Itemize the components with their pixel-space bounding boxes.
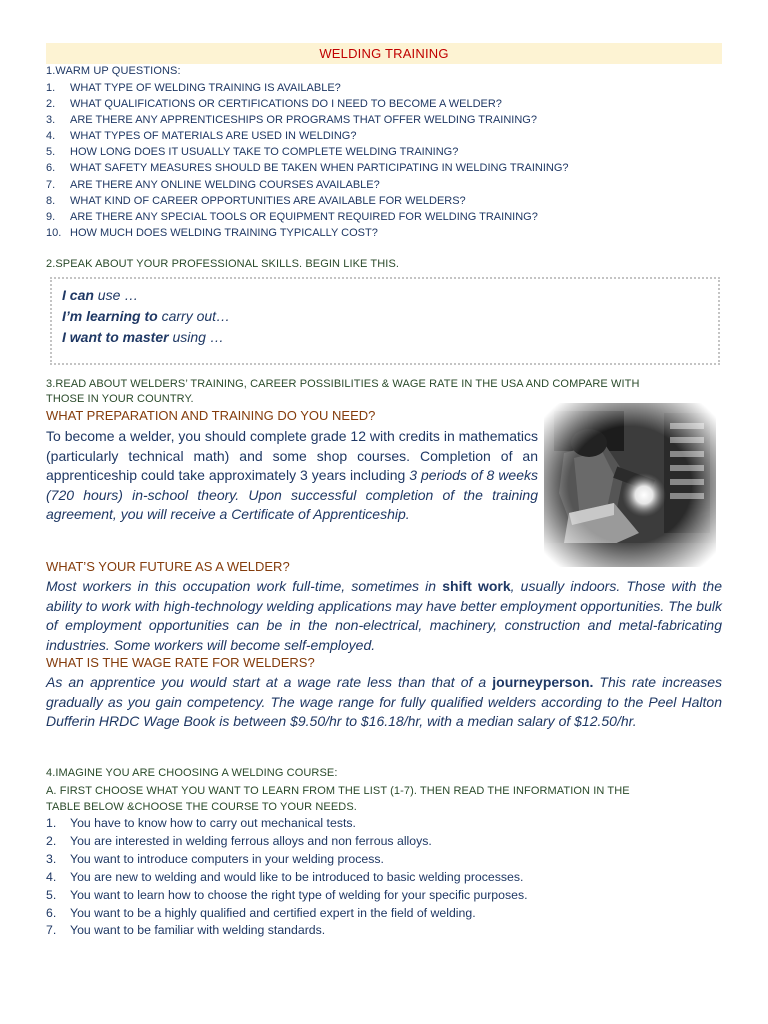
question-item: [46, 177, 726, 193]
warmup-question-list: [46, 80, 726, 241]
question-item: [46, 80, 726, 96]
item-number: 3.: [46, 851, 57, 866]
question-number: 7.: [46, 178, 56, 191]
section3-heading: 3.READ ABOUT WELDERS’ TRAINING, CAREER POSSIBILITIES & WAGE RATE IN THE USA AND COMPARE WITH THOSE IN YOUR COUNTRY.: [46, 378, 640, 405]
question-number: 5.: [46, 146, 56, 159]
course-need-item: [46, 833, 528, 851]
course-need-item: [46, 869, 528, 887]
question-text: ARE THERE ANY ONLINE WELDING COURSES AVAILABLE?: [70, 178, 380, 191]
question-text: WHAT KIND OF CAREER OPPORTUNITIES ARE AVAILABLE FOR WELDERS?: [70, 194, 466, 207]
starter-line: I can use …: [62, 287, 139, 303]
question-item: [46, 225, 726, 241]
question-number: 3.: [46, 114, 56, 127]
item-text: You are interested in welding ferrous alloys and non ferrous alloys.: [70, 833, 432, 848]
question-text: ARE THERE ANY APPRENTICESHIPS OR PROGRAMS THAT OFFER WELDING TRAINING?: [70, 114, 537, 127]
wage-paragraph: As an apprentice you would start at a wage rate less than that of a journeyperson. This rate increases gradually as you gain competency. The wage range for fully qualified welders according to the Peel Halton Dufferin HRDC Wage Book is between $9.50/hr to $16.18/hr, with a median salary of $12.50/hr.: [46, 674, 722, 729]
item-text: You want to learn how to choose the right type of welding for your specific purposes.: [70, 887, 528, 902]
question-item: [46, 144, 726, 160]
question-item: [46, 160, 726, 176]
question-item: [46, 128, 726, 144]
question-number: 2.: [46, 98, 56, 111]
course-need-item: [46, 815, 528, 833]
question-number: 6.: [46, 162, 56, 175]
item-number: 1.: [46, 816, 57, 830]
question-number: 9.: [46, 210, 56, 223]
question-number: 8.: [46, 194, 56, 207]
question-text: WHAT TYPES OF MATERIALS ARE USED IN WELDING?: [70, 130, 357, 143]
starter-line: I’m learning to carry out…: [62, 308, 231, 324]
question-text: WHAT TYPE OF WELDING TRAINING IS AVAILABLE?: [70, 82, 341, 94]
course-need-item: [46, 905, 528, 923]
course-need-item: [46, 887, 528, 905]
question-item: [46, 193, 726, 209]
item-number: 7.: [46, 923, 57, 938]
wage-heading: WHAT IS THE WAGE RATE FOR WELDERS?: [46, 655, 315, 670]
question-number: 1.: [46, 82, 56, 94]
item-number: 5.: [46, 887, 57, 902]
question-number: 4.: [46, 130, 56, 143]
question-text: HOW LONG DOES IT USUALLY TAKE TO COMPLETE WELDING TRAINING?: [70, 146, 459, 159]
item-text: You are new to welding and would like to be introduced to basic welding processes.: [70, 869, 524, 884]
section4-heading: 4.IMAGINE YOU ARE CHOOSING A WELDING COURSE:: [46, 767, 338, 779]
question-item: [46, 112, 726, 128]
section1-heading: 1.WARM UP QUESTIONS:: [46, 65, 181, 77]
item-text: You want to introduce computers in your welding process.: [70, 851, 384, 866]
future-heading: WHAT’S YOUR FUTURE AS A WELDER?: [46, 559, 290, 574]
section2-heading: 2.SPEAK ABOUT YOUR PROFESSIONAL SKILLS. BEGIN LIKE THIS.: [46, 258, 400, 270]
question-text: WHAT SAFETY MEASURES SHOULD BE TAKEN WHEN PARTICIPATING IN WELDING TRAINING?: [70, 162, 569, 175]
question-text: WHAT QUALIFICATIONS OR CERTIFICATIONS DO I NEED TO BECOME A WELDER?: [70, 98, 502, 111]
page-title: WELDING TRAINING: [46, 43, 722, 64]
item-text: You want to be a highly qualified and certified expert in the field of welding.: [70, 905, 476, 920]
prep-heading: WHAT PREPARATION AND TRAINING DO YOU NEED?: [46, 408, 376, 423]
sentence-starters-box: [50, 277, 720, 365]
item-text: You want to be familiar with welding standards.: [70, 923, 326, 938]
item-number: 2.: [46, 833, 57, 848]
question-text: ARE THERE ANY SPECIAL TOOLS OR EQUIPMENT REQUIRED FOR WELDING TRAINING?: [70, 210, 538, 223]
section4-instruction: A. FIRST CHOOSE WHAT YOU WANT TO LEARN FROM THE LIST (1-7). THEN READ THE INFORMATION IN THE TABLE BELOW &CHOOSE THE COURSE TO YOUR NEEDS.: [46, 785, 630, 813]
question-item: [46, 209, 726, 225]
starter-line: I want to master using …: [62, 329, 224, 345]
item-number: 4.: [46, 869, 57, 884]
item-text: You have to know how to carry out mechanical tests.: [70, 816, 356, 830]
question-text: HOW MUCH DOES WELDING TRAINING TYPICALLY COST?: [70, 226, 378, 239]
course-need-item: [46, 922, 528, 940]
course-need-item: [46, 851, 528, 869]
course-needs-list: [46, 815, 528, 940]
item-number: 6.: [46, 905, 57, 920]
welder-photo: [544, 403, 716, 567]
prep-paragraph: To become a welder, you should complete grade 12 with credits in mathematics (particularly technical math) and some shop courses. Completion of an apprenticeship could take approximately 3 years including 3 periods of 8 weeks (720 hours) in-school theory. Upon successful completion of the training agreement, you will receive a Certificate of Apprenticeship.: [46, 428, 538, 522]
future-paragraph: Most workers in this occupation work full-time, sometimes in shift work, usually indoors. Those with the ability to work with high-technology welding applications may have better employment opportunities. The bulk of employment opportunities can be in the non-electrical, machinery, construction and metal-fabricating industries. Some workers will become self-employed.: [46, 578, 722, 653]
question-item: [46, 96, 726, 112]
question-number: 10.: [46, 226, 62, 239]
